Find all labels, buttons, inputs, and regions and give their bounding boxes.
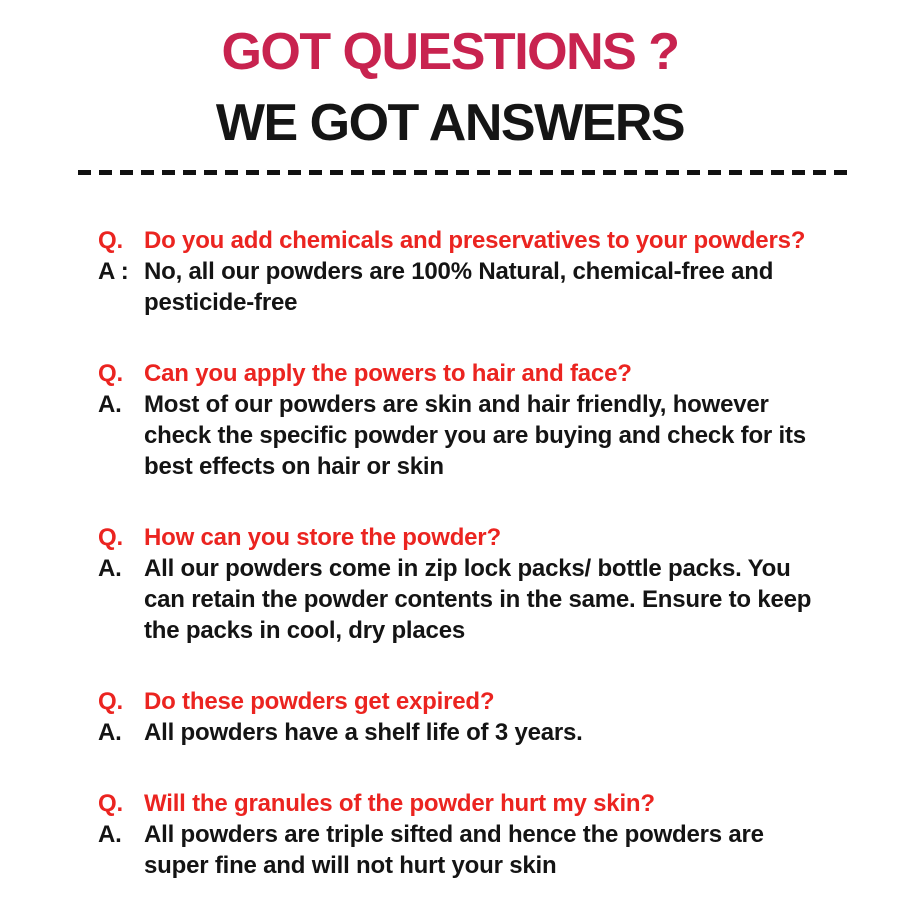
answer-text: Most of our powders are skin and hair friendly, however check the specific powder you are buying and check for its best effects on hair or skin <box>144 391 806 481</box>
question-text: How can you store the powder? <box>144 524 501 552</box>
question-text: Can you apply the powers to hair and face? <box>144 360 632 388</box>
question-text: Do you add chemicals and preservatives to your powders? <box>144 227 806 255</box>
question-row <box>98 788 822 819</box>
question-label: Q. <box>98 360 123 388</box>
page-title-answers: WE GOT ANSWERS <box>215 94 685 153</box>
question-label: Q. <box>98 227 123 255</box>
question-label: Q. <box>98 790 123 818</box>
answer-label: A. <box>98 391 122 419</box>
answer-label: A. <box>98 555 122 583</box>
question-row <box>98 522 822 553</box>
answer-row <box>98 553 822 646</box>
question-row <box>98 358 822 389</box>
answer-text: All powders have a shelf life of 3 years. <box>144 719 583 747</box>
faq-item <box>98 358 822 482</box>
faq-list <box>0 225 900 881</box>
answer-row <box>98 717 822 748</box>
answer-row <box>98 389 822 482</box>
answer-label: A : <box>98 258 129 286</box>
faq-item <box>98 522 822 646</box>
question-label: Q. <box>98 524 123 552</box>
answer-row <box>98 819 822 881</box>
faq-item <box>98 225 822 318</box>
page-title-questions: GOT QUESTIONS ? <box>221 23 679 81</box>
answer-label: A. <box>98 719 122 747</box>
question-row <box>98 225 822 256</box>
answer-label: A. <box>98 821 122 849</box>
dashed-divider <box>78 170 848 175</box>
answer-text: All our powders come in zip lock packs/ bottle packs. You can retain the powder contents in the same. Ensure to keep the packs in cool, dry places <box>144 555 812 645</box>
question-row <box>98 686 822 717</box>
answer-row <box>98 256 822 318</box>
question-text: Do these powders get expired? <box>144 688 495 716</box>
question-label: Q. <box>98 688 123 716</box>
answer-text: No, all our powders are 100% Natural, chemical-free and pesticide-free <box>144 258 774 317</box>
faq-item <box>98 686 822 748</box>
question-text: Will the granules of the powder hurt my skin? <box>144 790 655 818</box>
faq-item <box>98 788 822 881</box>
answer-text: All powders are triple sifted and hence the powders are super fine and will not hurt your skin <box>144 821 764 880</box>
